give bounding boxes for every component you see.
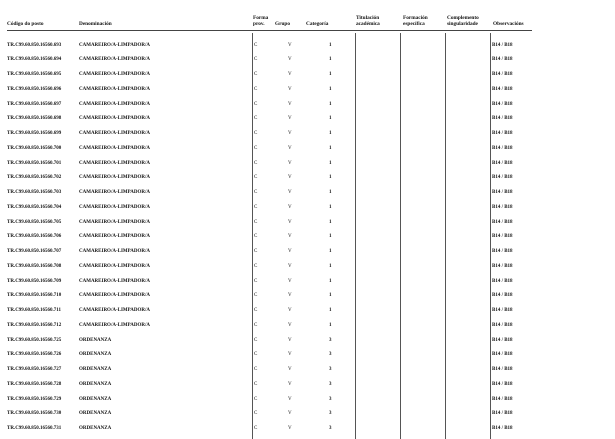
table-row — [0, 156, 615, 171]
table-row — [0, 392, 615, 407]
row-observacions: B14 / B18 — [492, 337, 513, 343]
table-row — [0, 229, 615, 244]
row-observacions: B14 / B18 — [492, 396, 513, 402]
row-categoria: 1 — [329, 190, 332, 195]
row-categoria: 1 — [329, 160, 332, 166]
row-forma-prov: C — [254, 367, 258, 372]
row-codigo: TR.C99.60.850.16560.727 — [7, 367, 62, 372]
table-row — [0, 303, 615, 318]
row-forma-prov: C — [254, 322, 258, 328]
table-row — [0, 141, 615, 156]
row-codigo: TR.C99.60.850.16560.706 — [7, 234, 62, 240]
row-grupo: V — [288, 86, 292, 92]
header-denominacion: Denominación — [79, 21, 112, 27]
row-codigo: TR.C99.60.850.16560.710 — [7, 293, 62, 299]
row-codigo: TR.C99.60.850.16560.695 — [7, 72, 62, 77]
row-forma-prov: C — [254, 308, 258, 313]
row-grupo: V — [288, 116, 292, 122]
row-forma-prov: C — [254, 57, 258, 63]
row-observacions: B14 / B18 — [492, 72, 513, 77]
table-row — [0, 333, 615, 348]
row-grupo: V — [288, 72, 292, 77]
row-observacions: B14 / B18 — [492, 249, 513, 254]
header-forma-prov: Forma prov. — [253, 14, 269, 27]
row-grupo: V — [288, 337, 292, 343]
row-categoria: 1 — [329, 116, 332, 122]
row-forma-prov: C — [254, 293, 258, 299]
row-denominacion: ORDENANZA — [79, 367, 112, 372]
row-forma-prov: C — [254, 352, 258, 358]
row-observacions: B14 / B18 — [492, 263, 513, 269]
row-denominacion: CAMAREIRO/A-LIMPADOR/A — [79, 278, 151, 284]
row-codigo: TR.C99.60.850.16560.728 — [7, 381, 62, 387]
row-categoria: 1 — [329, 175, 332, 181]
row-observacions: B14 / B18 — [492, 204, 513, 210]
row-categoria: 3 — [329, 337, 332, 343]
row-observacions: B14 / B18 — [492, 426, 513, 431]
row-categoria: 1 — [329, 308, 332, 313]
row-observacions: B14 / B18 — [492, 190, 513, 195]
row-observacions: B14 / B18 — [492, 278, 513, 284]
table-row — [0, 362, 615, 377]
row-codigo: TR.C99.60.850.16560.730 — [7, 411, 62, 417]
row-forma-prov: C — [254, 204, 258, 210]
row-observacions: B14 / B18 — [492, 411, 513, 417]
row-denominacion: CAMAREIRO/A-LIMPADOR/A — [79, 145, 151, 151]
row-forma-prov: C — [254, 131, 258, 136]
row-observacions: B14 / B18 — [492, 352, 513, 358]
table-row — [0, 170, 615, 185]
row-observacions: B14 / B18 — [492, 381, 513, 387]
row-observacions: B14 / B18 — [492, 116, 513, 122]
row-categoria: 1 — [329, 42, 332, 48]
table-row — [0, 200, 615, 215]
row-forma-prov: C — [254, 42, 258, 48]
row-forma-prov: C — [254, 116, 258, 122]
header-categoria: Categoría — [306, 21, 329, 27]
row-categoria: 3 — [329, 381, 332, 387]
table-row — [0, 347, 615, 362]
row-forma-prov: C — [254, 411, 258, 417]
row-codigo: TR.C99.60.850.16560.702 — [7, 175, 62, 181]
row-categoria: 3 — [329, 426, 332, 431]
table-row — [0, 52, 615, 67]
row-categoria: 1 — [329, 145, 332, 151]
row-forma-prov: C — [254, 263, 258, 269]
header-titulacion: Titulación académica — [356, 14, 380, 27]
row-grupo: V — [288, 263, 292, 269]
row-forma-prov: C — [254, 86, 258, 92]
table-row — [0, 406, 615, 421]
row-denominacion: CAMAREIRO/A-LIMPADOR/A — [79, 293, 151, 299]
row-forma-prov: C — [254, 249, 258, 254]
header-grupo: Grupo — [275, 21, 291, 27]
row-denominacion: ORDENANZA — [79, 352, 112, 358]
row-grupo: V — [288, 426, 292, 431]
row-observacions: B14 / B18 — [492, 101, 513, 107]
row-grupo: V — [288, 204, 292, 210]
table-row — [0, 111, 615, 126]
row-codigo: TR.C99.60.850.16560.725 — [7, 337, 62, 343]
table-row — [0, 244, 615, 259]
row-denominacion: CAMAREIRO/A-LIMPADOR/A — [79, 204, 151, 210]
row-grupo: V — [288, 145, 292, 151]
row-denominacion: CAMAREIRO/A-LIMPADOR/A — [79, 175, 151, 181]
row-denominacion: CAMAREIRO/A-LIMPADOR/A — [79, 131, 151, 136]
table-row — [0, 97, 615, 112]
row-forma-prov: C — [254, 396, 258, 402]
row-codigo: TR.C99.60.850.16560.705 — [7, 219, 62, 225]
row-grupo: V — [288, 396, 292, 402]
table-row — [0, 185, 615, 200]
row-codigo: TR.C99.60.850.16560.709 — [7, 278, 62, 284]
row-forma-prov: C — [254, 72, 258, 77]
row-codigo: TR.C99.60.850.16560.711 — [7, 308, 62, 313]
row-forma-prov: C — [254, 278, 258, 284]
row-denominacion: ORDENANZA — [79, 396, 112, 402]
row-observacions: B14 / B18 — [492, 160, 513, 166]
row-categoria: 1 — [329, 204, 332, 210]
row-categoria: 1 — [329, 131, 332, 136]
row-grupo: V — [288, 308, 292, 313]
row-grupo: V — [288, 160, 292, 166]
row-grupo: V — [288, 381, 292, 387]
row-categoria: 1 — [329, 249, 332, 254]
row-categoria: 1 — [329, 57, 332, 63]
row-denominacion: CAMAREIRO/A-LIMPADOR/A — [79, 101, 151, 107]
row-codigo: TR.C99.60.850.16560.704 — [7, 204, 62, 210]
row-forma-prov: C — [254, 145, 258, 151]
row-grupo: V — [288, 175, 292, 181]
row-categoria: 3 — [329, 367, 332, 372]
row-denominacion: CAMAREIRO/A-LIMPADOR/A — [79, 116, 151, 122]
row-forma-prov: C — [254, 219, 258, 225]
row-categoria: 3 — [329, 396, 332, 402]
row-denominacion: CAMAREIRO/A-LIMPADOR/A — [79, 219, 151, 225]
row-codigo: TR.C99.60.850.16560.703 — [7, 190, 62, 195]
row-observacions: B14 / B18 — [492, 308, 513, 313]
table-row — [0, 318, 615, 333]
row-codigo: TR.C99.60.850.16560.712 — [7, 322, 62, 328]
row-categoria: 1 — [329, 72, 332, 77]
row-grupo: V — [288, 234, 292, 240]
table-row — [0, 67, 615, 82]
row-grupo: V — [288, 322, 292, 328]
row-categoria: 3 — [329, 411, 332, 417]
row-categoria: 1 — [329, 219, 332, 225]
row-categoria: 1 — [329, 101, 332, 107]
row-observacions: B14 / B18 — [492, 145, 513, 151]
row-grupo: V — [288, 249, 292, 254]
row-codigo: TR.C99.60.850.16560.729 — [7, 396, 62, 402]
row-grupo: V — [288, 190, 292, 195]
row-forma-prov: C — [254, 160, 258, 166]
row-denominacion: CAMAREIRO/A-LIMPADOR/A — [79, 42, 151, 48]
row-codigo: TR.C99.60.850.16560.707 — [7, 249, 62, 254]
table-row — [0, 259, 615, 274]
table-row — [0, 215, 615, 230]
row-denominacion: CAMAREIRO/A-LIMPADOR/A — [79, 249, 151, 254]
row-denominacion: CAMAREIRO/A-LIMPADOR/A — [79, 190, 151, 195]
row-forma-prov: C — [254, 234, 258, 240]
header-complemento: Complemento singularidade — [447, 14, 479, 27]
row-codigo: TR.C99.60.850.16560.699 — [7, 131, 62, 136]
table-row — [0, 288, 615, 303]
row-grupo: V — [288, 42, 292, 48]
row-denominacion: ORDENANZA — [79, 337, 112, 343]
row-grupo: V — [288, 219, 292, 225]
row-denominacion: CAMAREIRO/A-LIMPADOR/A — [79, 263, 151, 269]
row-observacions: B14 / B18 — [492, 293, 513, 299]
header-rule — [7, 30, 532, 31]
row-forma-prov: C — [254, 426, 258, 431]
row-grupo: V — [288, 101, 292, 107]
row-forma-prov: C — [254, 381, 258, 387]
row-categoria: 1 — [329, 234, 332, 240]
row-codigo: TR.C99.60.850.16560.698 — [7, 116, 62, 122]
header-codigo: Código do posto — [7, 21, 44, 27]
row-observacions: B14 / B18 — [492, 57, 513, 63]
table-row — [0, 421, 615, 436]
row-grupo: V — [288, 293, 292, 299]
row-observacions: B14 / B18 — [492, 234, 513, 240]
row-observacions: B14 / B18 — [492, 86, 513, 92]
row-categoria: 1 — [329, 263, 332, 269]
row-grupo: V — [288, 131, 292, 136]
row-denominacion: ORDENANZA — [79, 411, 112, 417]
row-codigo: TR.C99.60.850.16560.701 — [7, 160, 62, 166]
row-forma-prov: C — [254, 190, 258, 195]
row-codigo: TR.C99.60.850.16560.696 — [7, 86, 62, 92]
row-denominacion: CAMAREIRO/A-LIMPADOR/A — [79, 308, 151, 313]
row-observacions: B14 / B18 — [492, 219, 513, 225]
row-categoria: 1 — [329, 293, 332, 299]
row-denominacion: CAMAREIRO/A-LIMPADOR/A — [79, 234, 151, 240]
header-observacions: Observacións — [493, 21, 524, 27]
row-forma-prov: C — [254, 337, 258, 343]
row-denominacion: CAMAREIRO/A-LIMPADOR/A — [79, 57, 151, 63]
row-categoria: 3 — [329, 352, 332, 358]
row-observacions: B14 / B18 — [492, 131, 513, 136]
row-denominacion: CAMAREIRO/A-LIMPADOR/A — [79, 322, 151, 328]
row-observacions: B14 / B18 — [492, 42, 513, 48]
row-codigo: TR.C99.60.850.16560.731 — [7, 426, 62, 431]
row-denominacion: ORDENANZA — [79, 381, 112, 387]
header-formacion: Formación específica — [403, 14, 428, 27]
row-observacions: B14 / B18 — [492, 367, 513, 372]
row-observacions: B14 / B18 — [492, 322, 513, 328]
row-grupo: V — [288, 278, 292, 284]
row-codigo: TR.C99.60.850.16560.694 — [7, 57, 62, 63]
row-categoria: 1 — [329, 322, 332, 328]
row-categoria: 1 — [329, 86, 332, 92]
row-observacions: B14 / B18 — [492, 175, 513, 181]
table-row — [0, 377, 615, 392]
row-grupo: V — [288, 57, 292, 63]
row-codigo: TR.C99.60.850.16560.700 — [7, 145, 62, 151]
row-codigo: TR.C99.60.850.16560.726 — [7, 352, 62, 358]
row-codigo: TR.C99.60.850.16560.697 — [7, 101, 62, 107]
table-row — [0, 82, 615, 97]
row-grupo: V — [288, 352, 292, 358]
table-row — [0, 38, 615, 53]
row-denominacion: CAMAREIRO/A-LIMPADOR/A — [79, 160, 151, 166]
row-grupo: V — [288, 411, 292, 417]
row-forma-prov: C — [254, 175, 258, 181]
table-row — [0, 126, 615, 141]
row-denominacion: ORDENANZA — [79, 426, 112, 431]
row-forma-prov: C — [254, 101, 258, 107]
row-categoria: 1 — [329, 278, 332, 284]
row-codigo: TR.C99.60.850.16560.693 — [7, 42, 62, 48]
row-denominacion: CAMAREIRO/A-LIMPADOR/A — [79, 86, 151, 92]
row-denominacion: CAMAREIRO/A-LIMPADOR/A — [79, 72, 151, 77]
row-grupo: V — [288, 367, 292, 372]
table-row — [0, 274, 615, 289]
row-codigo: TR.C99.60.850.16560.708 — [7, 263, 62, 269]
